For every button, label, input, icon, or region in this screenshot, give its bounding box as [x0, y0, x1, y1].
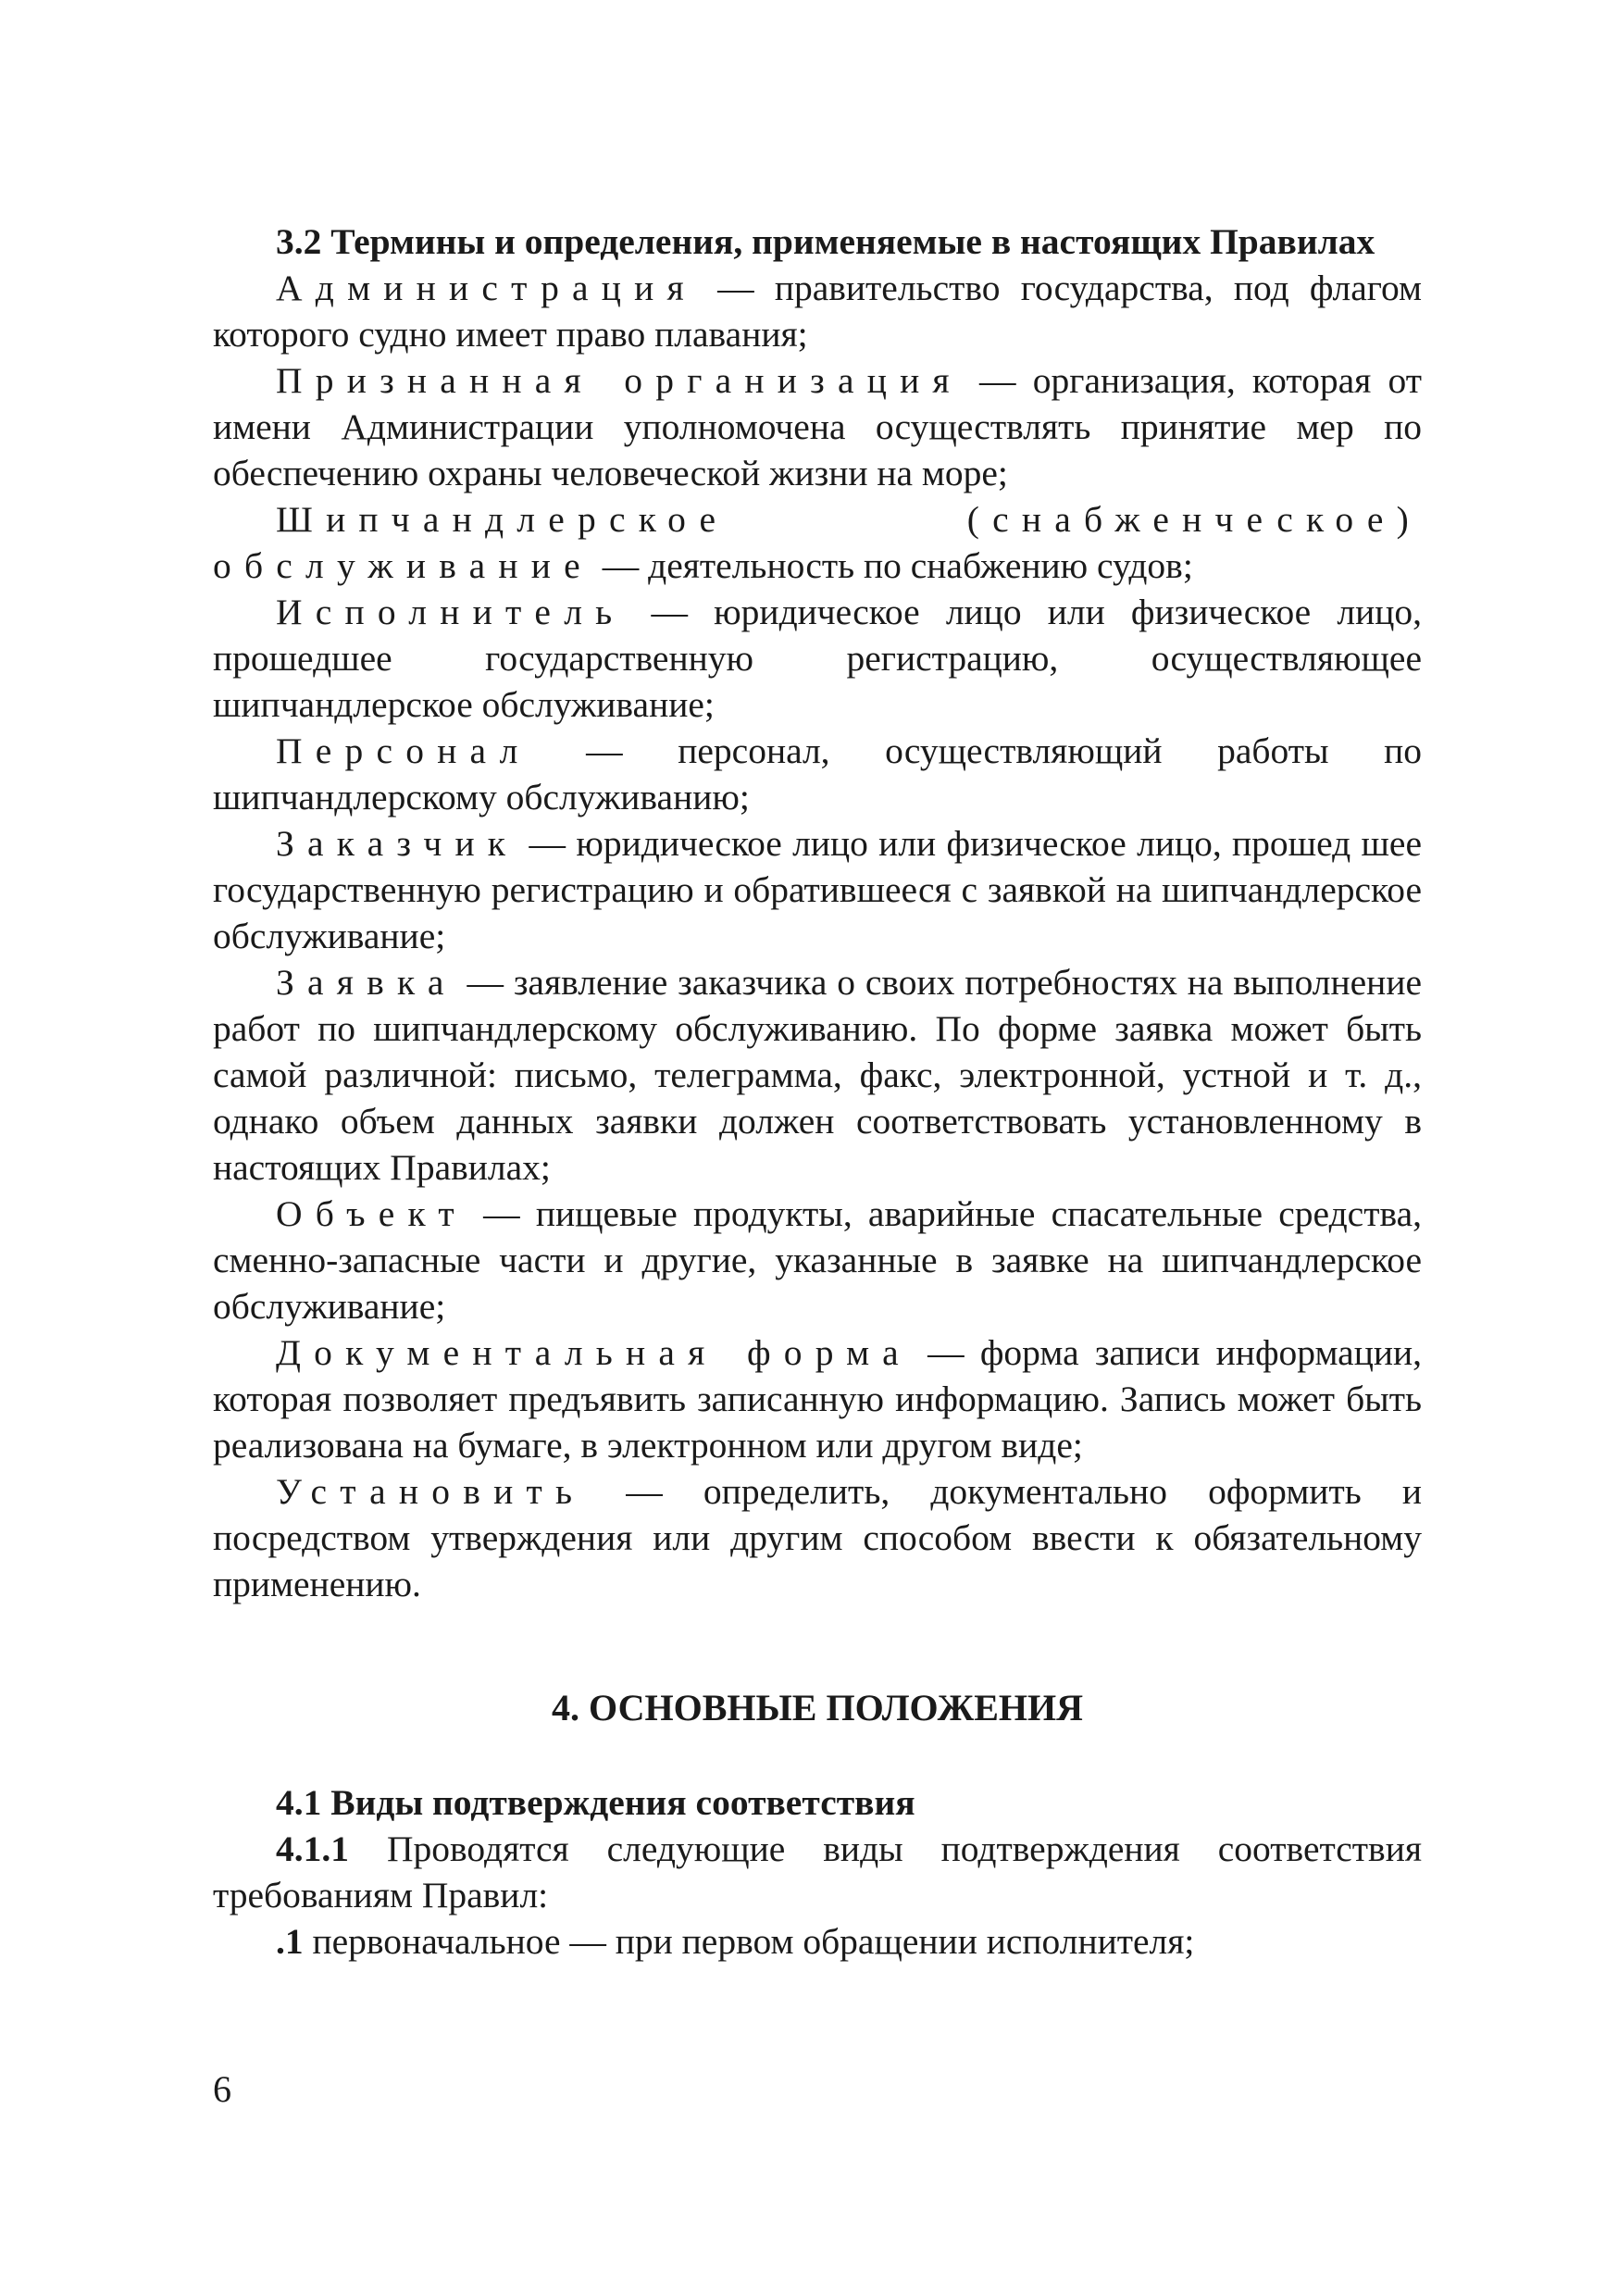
definition-contractor	[213, 589, 1422, 728]
definition-term: Заказчик	[276, 823, 519, 864]
page-content	[213, 218, 1422, 1965]
definition-term: Объект	[276, 1193, 467, 1234]
section-4-heading: 4. ОСНОВНЫЕ ПОЛОЖЕНИЯ	[552, 1687, 1083, 1728]
definition-personnel	[213, 728, 1422, 820]
page-number: 6	[213, 2068, 231, 2110]
section-3-2-heading: 3.2 Термины и определения, применяемые в настоящих Правилах	[276, 221, 1375, 262]
definition-term: Администрация	[276, 268, 697, 308]
definition-text: — юридическое лицо или физическое лицо, прошед шее государственную регистрацию и обратившееся с заявкой на шипчандлерское обслуживание;	[213, 823, 1422, 956]
definition-term: Документальная форма	[276, 1332, 912, 1373]
definition-term: Заявка	[276, 962, 457, 1003]
list-item-text: первоначальное — при первом обращении исполнителя;	[303, 1921, 1195, 1962]
definition-term: Признанная организация	[276, 360, 963, 401]
paragraph-number: 4.1.1	[276, 1828, 349, 1869]
definition-object	[213, 1191, 1422, 1329]
list-item-1	[213, 1918, 1422, 1965]
definition-customer	[213, 820, 1422, 959]
definition-term: Установить	[276, 1471, 586, 1512]
definition-text: — персонал, осуществляющий работы по шипчандлерскому обслуживанию;	[213, 730, 1422, 817]
paragraph-text: Проводятся следующие виды подтверждения соответствия требованиям Правил:	[213, 1828, 1422, 1915]
definition-establish	[213, 1468, 1422, 1607]
section-4-1-heading: 4.1 Виды подтверждения соответствия	[276, 1782, 915, 1823]
definition-term: Шипчандлерское (снабженческое) обслуживание	[213, 499, 1422, 586]
definition-text: — организация, которая от имени Администрации уполномочена осуществлять принятие мер по обеспечению охраны человеческой жизни на море;	[213, 360, 1422, 493]
definition-recognized-organization	[213, 357, 1422, 496]
definition-text: — деятельность по снабжению судов;	[592, 545, 1193, 586]
definition-ship-chandler-service	[213, 496, 1422, 589]
definition-text: — заявление заказчика о своих потребностях на выполнение работ по шипчандлерскому обслуживанию. По форме заявка может быть самой различной: письмо, телеграмма, факс, электронной, устной и т. д., однако объем данных заявки должен соответствовать установленному в настоящих Правилах;	[213, 962, 1422, 1188]
definition-term: Исполнитель	[276, 592, 626, 632]
list-item-number: .1	[276, 1921, 304, 1962]
definition-documentary-form	[213, 1329, 1422, 1468]
definition-text: — определить, документально оформить и посредством утверждения или другим способом ввести к обязательному применению.	[213, 1471, 1422, 1604]
definition-text: — правительство государства, под флагом которого судно имеет право плавания;	[213, 268, 1422, 355]
definition-term: Персонал	[276, 730, 531, 771]
definition-administration	[213, 265, 1422, 357]
definition-text: — юридическое лицо или физическое лицо, прошедшее государственную регистрацию, осуществляющее шипчандлерское обслуживание;	[213, 592, 1422, 725]
definition-text: — пищевые продукты, аварийные спасательные средства, сменно-запасные части и другие, указанные в заявке на шипчандлерское обслуживание;	[213, 1193, 1422, 1327]
definition-text: — форма записи информации, которая позволяет предъявить записанную информацию. Запись может быть реализована на бумаге, в электронном или другом виде;	[213, 1332, 1422, 1466]
paragraph-4-1-1	[213, 1826, 1422, 1918]
definition-request	[213, 959, 1422, 1191]
